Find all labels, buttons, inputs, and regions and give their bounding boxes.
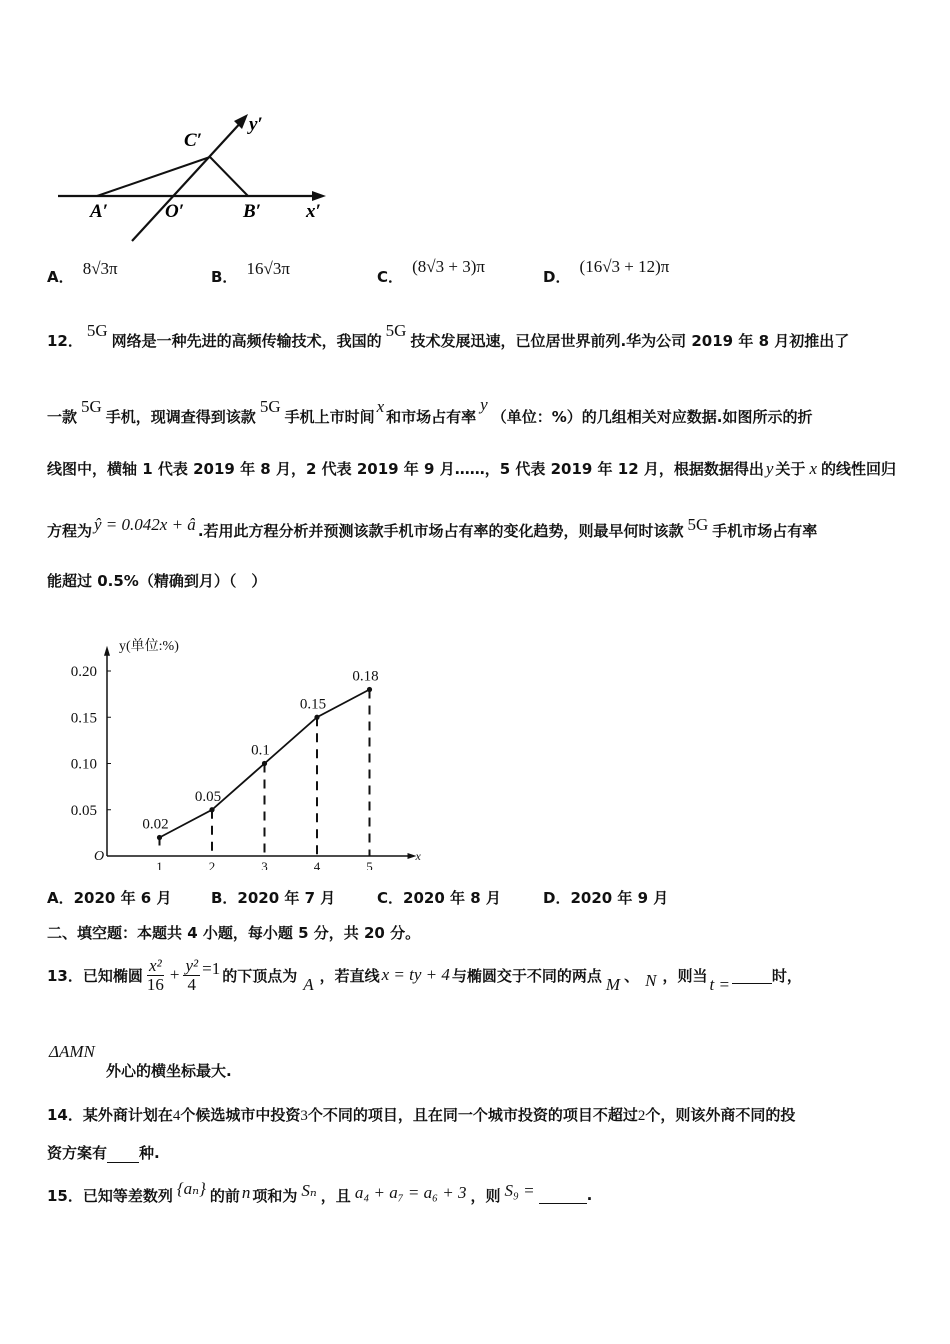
data-label: 0.18 [352, 668, 379, 685]
label-x: x′ [306, 201, 321, 222]
condition-equation: a₄ + a₇ = a₆ + 3 [354, 1183, 467, 1202]
option-expr: 16√3π [246, 259, 290, 278]
term-5g: 5G [259, 397, 281, 416]
data-label: 0.15 [299, 696, 327, 713]
term-5g: 5G [86, 321, 108, 340]
q11-option-d[interactable] [543, 257, 670, 287]
q12-line-4: 方程为 ŷ = 0.042x + â .若用此方程分析并预测该款手机市场占有率的变化趋势，则最早何时该款 5G 手机市场占有率 [47, 515, 818, 540]
answer-blank[interactable] [539, 1187, 587, 1204]
q14-line-2: 资方案有 种. [47, 1144, 160, 1162]
origin-label: O [93, 849, 105, 864]
answer-blank[interactable] [107, 1148, 139, 1163]
term-5g: 5G [687, 515, 709, 534]
q14-line-1: 14．某外商计划在4个候选城市中投资3个不同的项目，且在同一个城市投资的项目不超过2个，则该外商不同的投 [47, 1106, 796, 1124]
point-a: A [303, 975, 314, 994]
question-number: 12． [47, 332, 83, 350]
q11-option-c[interactable] [377, 257, 485, 287]
data-label: 0.05 [194, 788, 222, 805]
x-tick-label: 3 [261, 859, 268, 870]
label-y: y′ [249, 114, 263, 135]
data-label: 0.02 [142, 816, 169, 833]
fraction-x2-16: $\frac{\text{x²}}{16}$ [146, 955, 164, 994]
q12-option-a[interactable]: A．2020 年 6 月 [47, 889, 172, 907]
q12-option-c[interactable]: C．2020 年 8 月 [377, 889, 501, 907]
triangle-amn: ΔAMN [49, 1042, 95, 1061]
var-y: y [765, 459, 774, 478]
y-tick-label: 0.10 [70, 756, 97, 773]
y-axis-label: y(单位:%) [119, 638, 179, 654]
point-n: N [645, 971, 657, 990]
data-point [262, 761, 267, 766]
var-y: y [480, 395, 488, 414]
q13-line-2: 外心的横坐标最大. [106, 1062, 232, 1080]
point-m: M [605, 975, 621, 994]
label-c: C′ [184, 130, 203, 151]
y-tick-label: 0.05 [70, 802, 97, 819]
data-point [209, 807, 214, 812]
data-point [367, 687, 372, 692]
x-tick-label: 5 [366, 859, 373, 870]
q11-option-b[interactable] [211, 259, 290, 287]
option-label: D． [543, 268, 571, 286]
option-label: B． [211, 268, 238, 286]
data-label: 0.1 [251, 742, 270, 759]
option-expr: (8√3 + 3)π [412, 257, 485, 276]
market-share-line-chart [55, 620, 435, 870]
y-tick-label: 0.15 [70, 710, 97, 727]
x-tick-label: 1 [156, 859, 163, 870]
label-o: O′ [165, 201, 185, 222]
label-b: B′ [243, 201, 262, 222]
regression-equation: ŷ = 0.042x + â [94, 515, 196, 534]
term-5g: 5G [81, 397, 102, 416]
q12-option-b[interactable]: B．2020 年 7 月 [211, 889, 336, 907]
line-equation: x = ty + 4 [381, 965, 450, 984]
side-cb [210, 157, 248, 196]
q12-option-d[interactable]: D．2020 年 9 月 [543, 889, 669, 907]
var-t: t = [709, 975, 730, 994]
x-tick-label: 4 [313, 859, 321, 870]
y-tick-label: 0.20 [70, 664, 97, 680]
q15-line: 15．已知等差数列 {aₙ} 的前 n 项和为 Sₙ ，且 a₄ + a₇ = a₆ + 3 ，则 S₉ = . [47, 1179, 593, 1205]
oblique-triangle-figure [50, 105, 350, 250]
q12-line-3: 线图中，横轴 1 代表 2019 年 8 月，2 代表 2019 年 9 月……，5 代表 2019 年 12 月，根据数据得出 y 关于 x 的线性回归 [47, 459, 896, 478]
q11-option-a[interactable] [47, 259, 118, 287]
answer-blank[interactable] [732, 967, 772, 984]
section-heading: 二、填空题：本题共 4 小题，每小题 5 分，共 20 分。 [47, 924, 421, 942]
data-point [314, 715, 319, 720]
option-expr: (16√3 + 12)π [579, 257, 670, 276]
option-label: C． [377, 268, 404, 286]
x-tick-label: 2 [208, 859, 216, 870]
q13-line-1: 13．已知椭圆 $\frac{\text{x²}}{16}$ + $\frac{\text{y²}}{4}$ =1 的下顶点为 A ，若直线 x = ty + 4 与椭圆交于不同的两点 M 、 N ，则当 t = 时， [47, 955, 802, 994]
q12-line-5: 能超过 0.5%（精确到月）（ ） [47, 572, 267, 590]
var-x: x [809, 459, 817, 478]
y-axis-arrow [104, 646, 110, 656]
label-a: A′ [90, 201, 109, 222]
term-5g: 5G [385, 321, 407, 340]
sequence-an: {aₙ} [176, 1179, 206, 1198]
x-axis-arrow [312, 191, 326, 201]
q12-line-2: 一款5G手机，现调查得到该款5G手机上市时间x和市场占有率y（单位：%）的几组相关对应数据.如图所示的折 [47, 395, 813, 426]
x-axis-label: x [415, 849, 421, 863]
side-ac [97, 157, 210, 196]
var-x: x [376, 397, 385, 416]
option-label: A． [47, 268, 74, 286]
q12-line-1: 12．5G网络是一种先进的高频传输技术，我国的5G技术发展迅速，已位居世界前列.华为公司 2019 年 8 月初推出了 [47, 321, 850, 350]
option-expr: 8√3π [82, 259, 118, 278]
fraction-y2-4: $\frac{\text{y²}}{4}$ [185, 955, 199, 994]
